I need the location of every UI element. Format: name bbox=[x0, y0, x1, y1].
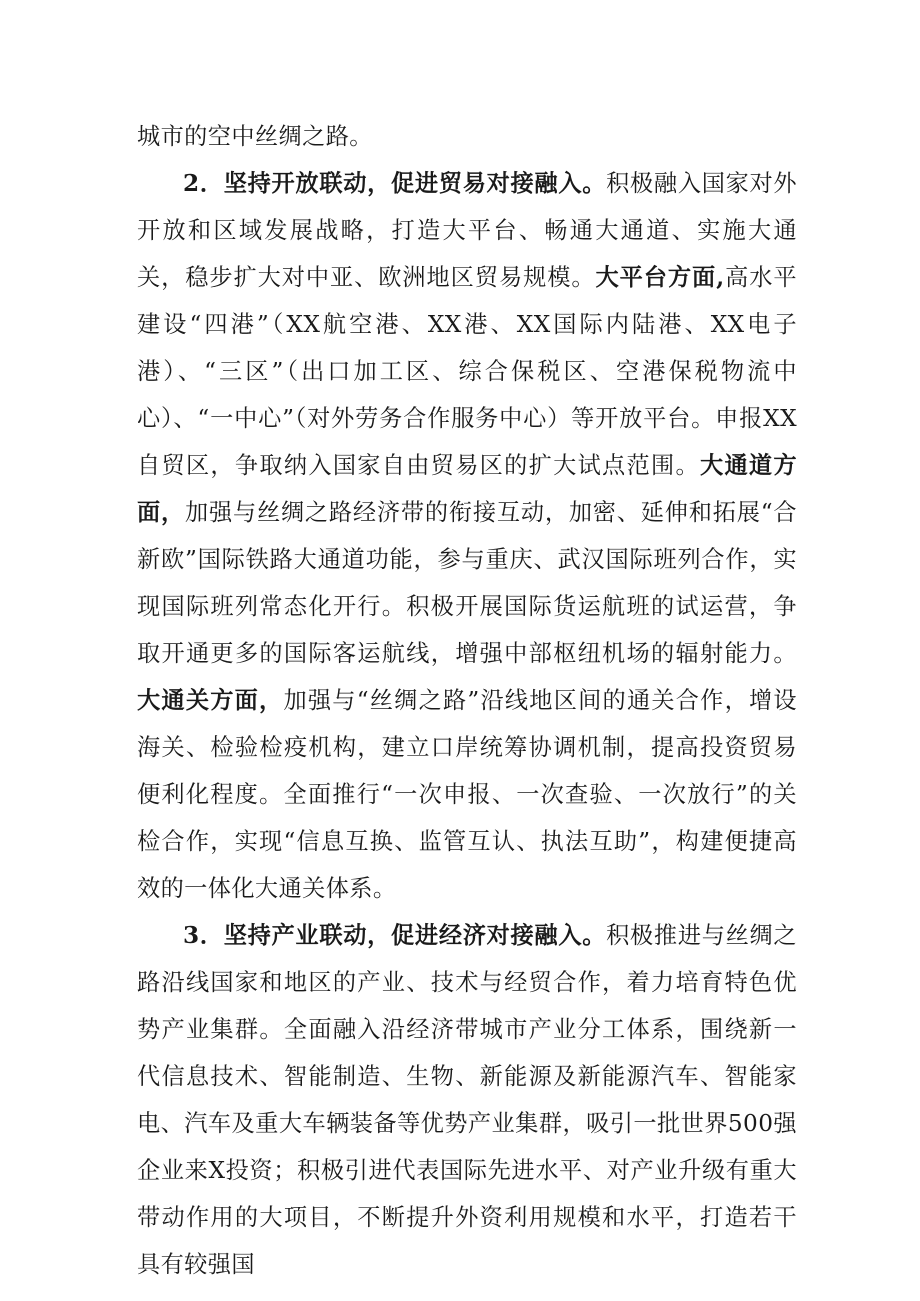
text-run: 高水平建设“四港”（XX航空港、XX港、XX国际内陆港、XX电子港）、“三区”（出口加工区、综合保税区、空港保税物流中心）、“一中心”（对外劳务合作服务中心）等开放平台。申报XX自贸区，争取纳入国家自由贸易区的扩大试点范围。 bbox=[137, 264, 797, 479]
text-run: 城市的空中丝绸之路。 bbox=[137, 123, 373, 150]
text-run: 积极推进与丝绸之路沿线国家和地区的产业、技术与经贸合作，着力培育特色优势产业集群。全面融入沿经济带城市产业分工体系，围绕新一代信息技术、智能制造、生物、新能源及新能源汽车、智能家电、汽车及重大车辆装备等优势产业集群，吸引一批世界500强企业来X投资；积极引进代表国际先进水平、对产业升级有重大带动作用的大项目，不断提升外资利用规模和水平，打造若干具有较强国 bbox=[137, 922, 797, 1278]
text-run: 加强与丝绸之路经济带的衔接互动，加密、延伸和拓展“合新欧”国际铁路大通道功能，参与重庆、武汉国际班列合作，实现国际班列常态化开行。积极开展国际货运航班的试运营，争取开通更多的国际客运航线，增强中部枢纽机场的辐射能力。 bbox=[137, 499, 797, 667]
text-run: 积极融入国家对外开放和区域发展战略，打造大平台、畅通大通道、实施大通关，稳步扩大对中亚、欧洲地区贸易规模。 bbox=[137, 170, 797, 291]
document-body bbox=[137, 113, 797, 1288]
subheading-customs: 大通关方面， bbox=[137, 687, 284, 714]
paragraph-continuation bbox=[137, 113, 797, 160]
paragraph-section-3 bbox=[137, 912, 797, 1288]
paragraph-section-2 bbox=[137, 160, 797, 912]
section-2-heading: 2．坚持开放联动，促进贸易对接融入。 bbox=[183, 170, 607, 197]
text-run: 加强与“丝绸之路”沿线地区间的通关合作，增设海关、检验检疫机构，建立口岸统筹协调机制，提高投资贸易便利化程度。全面推行“一次申报、一次查验、一次放行”的关检合作，实现“信息互换、监管互认、执法互助”，构建便捷高效的一体化大通关体系。 bbox=[137, 687, 797, 902]
subheading-platform: 大平台方面, bbox=[595, 264, 725, 291]
section-3-heading: 3．坚持产业联动，促进经济对接融入。 bbox=[183, 922, 607, 949]
subheading-channel: 大通道方面， bbox=[137, 452, 797, 526]
